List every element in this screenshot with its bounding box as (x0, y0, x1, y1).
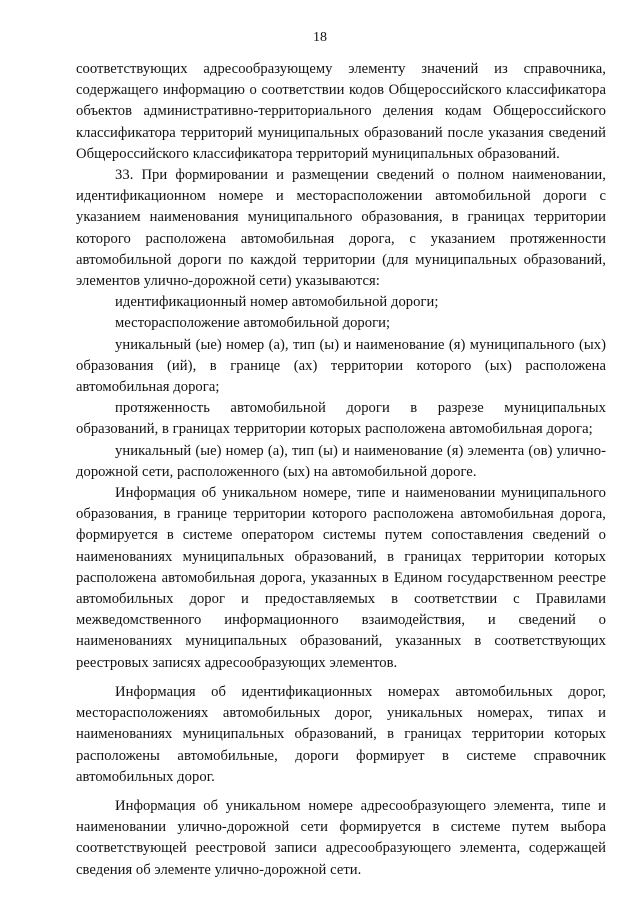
paragraph-road-info: Информация об идентификационных номерах автомобильных дорог, месторасположениях автомобильных дорог, уникальных номерах, типах и наименованиях муниципальных образований, в границах территории которых расположены автомобильные, дороги формирует в системе справочник автомобильных дорог. (76, 683, 606, 785)
page-number: 18 (313, 30, 327, 45)
paragraph-clause-33: 33. При формировании и размещении сведений о полном наименовании, идентификационном номере и месторасположении автомобильной дороги с указанием наименования муниципального образования, в границах территории которого расположена автомобильная дорога, с указанием протяженности автомобильной дороги по каждой территории (для муниципальных образований, элементов улично-дорожной сети) указываются: (76, 167, 606, 290)
paragraph-continuation: соответствующих адресообразующему элементу значений из справочника, содержащего информацию о соответствии кодов Общероссийского классификатора объектов административно-территориального деления кодам Общероссийского классификатора территорий муниципальных образований после указания сведений Общероссийского классификатора территорий муниципальных образований. (76, 61, 606, 162)
list-item-id-number: идентификационный номер автомобильной дороги; (115, 294, 439, 311)
paragraph-element-info: Информация об уникальном номере адресообразующего элемента, типе и наименовании улично-дорожной сети формируется в системе путем выбора соответствующей реестровой записи адресообразующего элемента, содержащей сведения об элементе улично-дорожной сети. (76, 797, 606, 878)
paragraph-municipality-info: Информация об уникальном номере, типе и наименовании муниципального образования, в границе территории которого расположена автомобильная дорога, формируется в системе оператором системы путем сопоставления сведений о наименованиях муниципальных образований, в границах территории которых расположена автомобильная дорога, указанных в Едином государственном реестре автомобильных дорог и предоставляемых в соответствии с Правилами межведомственного информационного взаимодействия, и сведений о наименованиях муниципальных образований, указанных в соответствующих реестровых записях адресообразующих элементов. (76, 485, 606, 671)
document-body (76, 59, 606, 881)
list-item-length: протяженность автомобильной дороги в разрезе муниципальных образований, в границах территории которых расположена автомобильная дорога; (76, 400, 606, 438)
list-item-street-element: уникальный (ые) номер (а), тип (ы) и наименование (я) элемента (ов) улично-дорожной сети, расположенного (ых) на автомобильной дороге. (76, 442, 606, 480)
list-item-location: месторасположение автомобильной дороги; (115, 315, 391, 332)
list-item-municipality: уникальный (ые) номер (а), тип (ы) и наименование (я) муниципального (ых) образования (ий), в границе (ах) территории которого (ых) расположена автомобильная дорога; (76, 336, 606, 396)
